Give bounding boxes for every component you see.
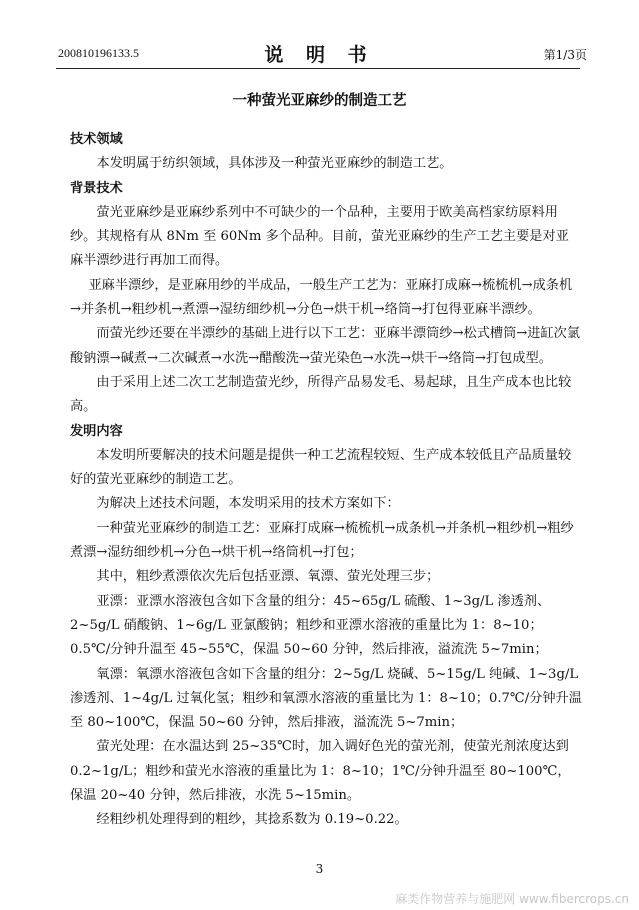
paragraph: 萤光亚麻纱是亚麻纱系列中不可缺少的一个品种，主要用于欧美高档家纺原料用纱。其规格有从 8Nm 至 60Nm 多个品种。目前，萤光亚麻纱的生产工艺主要是对亚麻半漂纱进行再加工而得。 xyxy=(70,204,569,269)
paragraph: 为解决上述技术问题，本发明采用的技术方案如下： xyxy=(96,496,400,512)
section-heading-invention: 发明内容 xyxy=(70,423,123,439)
watermark: 麻类作物营养与施肥网 www.fibercrops.cn xyxy=(395,892,629,906)
section-heading-background: 背景技术 xyxy=(70,180,123,196)
paragraph: 萤光处理：在水温达到 25~35℃时，加入调好色光的萤光剂，使萤光剂浓度达到 0.2~1g/L；粗纱和萤光水溶液的重量比为 1：8~10；1℃/分钟升温至 80~100℃，保温 20~40 分钟，然后排液，水洗 5~15min。 xyxy=(70,739,571,804)
header-title: 说 明 书 xyxy=(264,44,375,66)
paragraph: 亚麻半漂纱，是亚麻用纱的半成品，一般生产工艺为：亚麻打成麻→梳梳机→成条机→并条机→粗纱机→煮漂→湿纺细纱机→分色→烘干机→络筒→打包得亚麻半漂纱。 xyxy=(70,277,573,318)
paragraph: 而萤光纱还要在半漂纱的基础上进行以下工艺：亚麻半漂筒纱→松式槽筒→进缸次氯酸钠漂→碱煮→二次碱煮→水洗→醋酸洗→萤光染色→水洗→烘干→络筒→打包成型。 xyxy=(70,326,581,366)
paragraph: 经粗纱机处理得到的粗纱，其捻系数为 0.19~0.22。 xyxy=(96,812,408,828)
paragraph: 氧漂：氧漂水溶液包含如下含量的组分：2~5g/L 烧碱、5~15g/L 纯碱、1~3g/L 渗透剂、1~4g/L 过氧化氢；粗纱和氧漂水溶液的重量比为 1：8~10；0.7℃/分钟升温至 80~100℃，保温 50~60 分钟，然后排液，溢流洗 5~7min； xyxy=(70,666,582,731)
page-indicator: 第1/3页 xyxy=(543,48,587,62)
paragraph: 一种萤光亚麻纱的制造工艺：亚麻打成麻→梳梳机→成条机→并条机→粗纱机→粗纱煮漂→湿纺细纱机→分色→烘干机→络筒机→打包； xyxy=(70,520,574,561)
document-body xyxy=(70,128,582,833)
header-divider xyxy=(56,68,580,69)
paragraph: 本发明所要解决的技术问题是提供一种工艺流程较短、生产成本较低且产品质量较好的萤光亚麻纱的制造工艺。 xyxy=(70,447,572,488)
page-number: 3 xyxy=(315,862,324,876)
paragraph: 本发明属于纺织领域，具体涉及一种萤光亚麻纱的制造工艺。 xyxy=(96,156,453,172)
document-title: 一种萤光亚麻纱的制造工艺 xyxy=(232,92,407,109)
paragraph: 亚漂：亚漂水溶液包含如下含量的组分：45~65g/L 硫酸、1~3g/L 渗透剂、2~5g/L 硝酸钠、1~6g/L 亚氯酸钠；粗纱和亚漂水溶液的重量比为 1：8~10；0.5℃/分钟升温至 45~55℃，保温 50~60 分钟，然后排液，溢流洗 5~7min； xyxy=(70,593,551,658)
paragraph: 由于采用上述二次工艺制造萤光纱，所得产品易发毛、易起球，且生产成本也比较高。 xyxy=(70,374,572,415)
section-heading-tech-field: 技术领域 xyxy=(70,132,123,147)
document-number: 200810196133.5 xyxy=(58,46,139,60)
paragraph: 其中，粗纱煮漂依次先后包括亚漂、氧漂、萤光处理三步； xyxy=(96,569,440,585)
